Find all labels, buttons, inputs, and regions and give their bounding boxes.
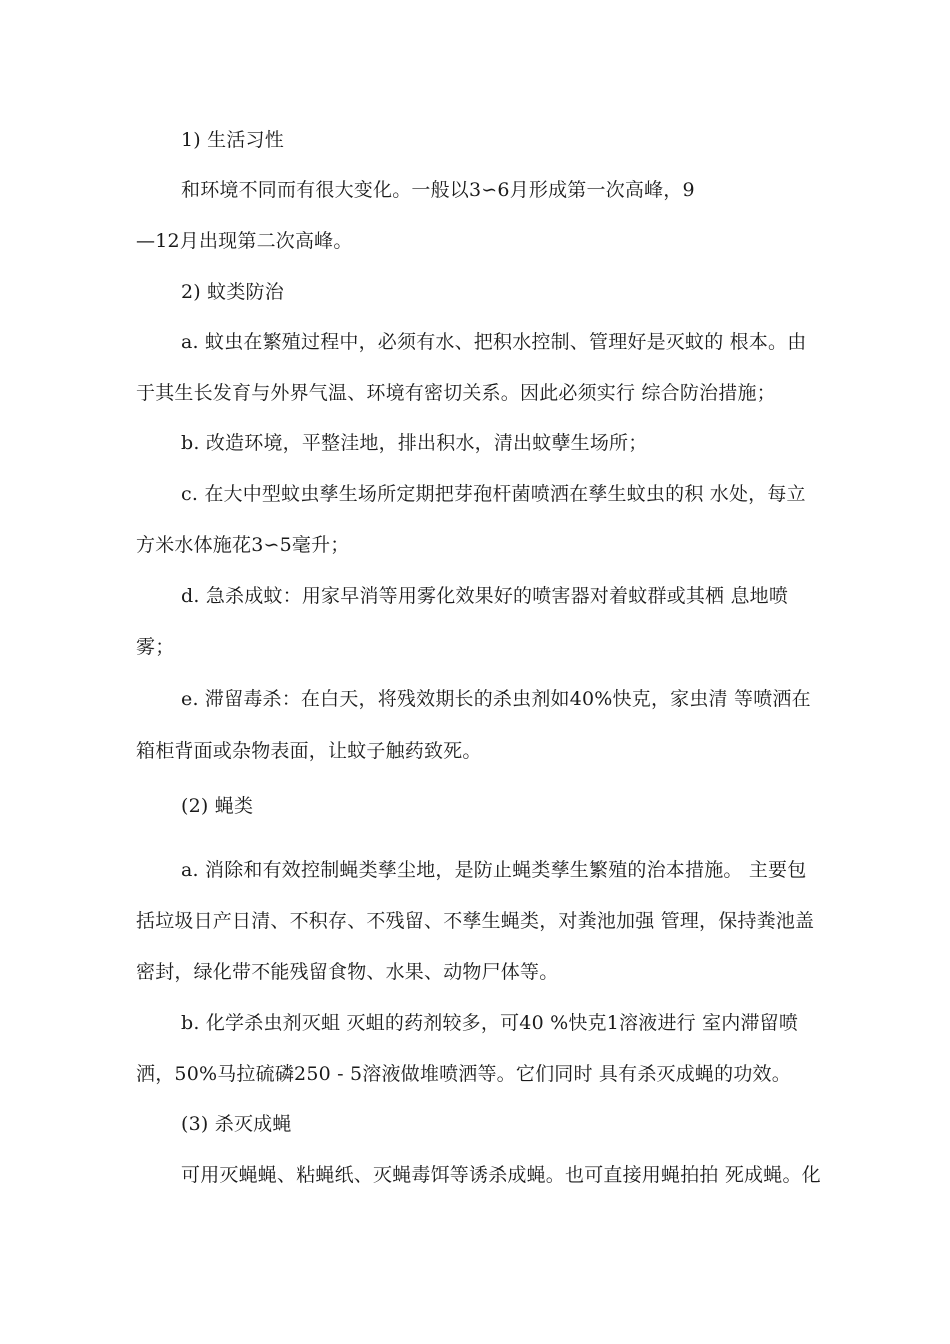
heading-kill-adult-flies: (3) 杀灭成蝇 <box>181 1113 292 1135</box>
item-a-line-1: a. 蚊虫在繁殖过程中，必须有水、把积水控制、管理好是灭蚊的 根本。由 <box>181 331 807 353</box>
item-e-line-1: e. 滞留毒杀：在白天，将残效期长的杀虫剂如40%快克，家虫清 等喷洒在 <box>181 688 811 710</box>
item-e-line-2: 箱柜背面或杂物表面，让蚊子触药致死。 <box>136 740 482 762</box>
fly-item-a-line-2: 括垃圾日产日清、不积存、不残留、不孳生蝇类，对粪池加强 管理，保持粪池盖 <box>136 910 815 932</box>
item-c-line-1: c. 在大中型蚊虫孳生场所定期把芽孢杆菌喷洒在孳生蚊虫的积 水处，每立 <box>181 483 806 505</box>
item-d-line-1: d. 急杀成蚊：用家早消等用雾化效果好的喷害器对着蚊群或其栖 息地喷 <box>181 585 789 607</box>
paragraph-peak-season-line-1: 和环境不同而有很大变化。一般以3∽6月形成第一次高峰，9 <box>181 179 695 201</box>
heading-flies: (2) 蝇类 <box>181 795 254 817</box>
item-a-line-2: 于其生长发育与外界气温、环境有密切关系。因此必须实行 综合防治措施； <box>136 382 776 404</box>
kill-adult-flies-line-1: 可用灭蝇蝇、粘蝇纸、灭蝇毒饵等诱杀成蝇。也可直接用蝇拍拍 死成蝇。化 <box>181 1164 821 1186</box>
item-b: b. 改造环境，平整洼地，排出积水，清出蚊孽生场所； <box>181 432 648 454</box>
fly-item-b-line-1: b. 化学杀虫剂灭蛆 灭蛆的药剂较多，可40 %快克1溶液进行 室内滞留喷 <box>181 1012 799 1034</box>
item-d-line-2: 雾； <box>136 636 175 658</box>
heading-mosquito-control: 2) 蚊类防治 <box>181 281 284 303</box>
fly-item-a-line-1: a. 消除和有效控制蝇类孳尘地，是防止蝇类孳生繁殖的治本措施。 主要包 <box>181 859 807 881</box>
fly-item-a-line-3: 密封，绿化带不能残留食物、水果、动物尸体等。 <box>136 961 559 983</box>
fly-item-b-line-2: 洒，50%马拉硫磷250 - 5溶液做堆喷洒等。它们同时 具有杀灭成蝇的功效。 <box>136 1063 791 1085</box>
item-c-line-2: 方米水体施花3∽5毫升； <box>136 534 350 556</box>
heading-living-habits: 1) 生活习性 <box>181 129 284 151</box>
paragraph-peak-season-line-2: —12月出现第二次高峰。 <box>136 230 353 252</box>
